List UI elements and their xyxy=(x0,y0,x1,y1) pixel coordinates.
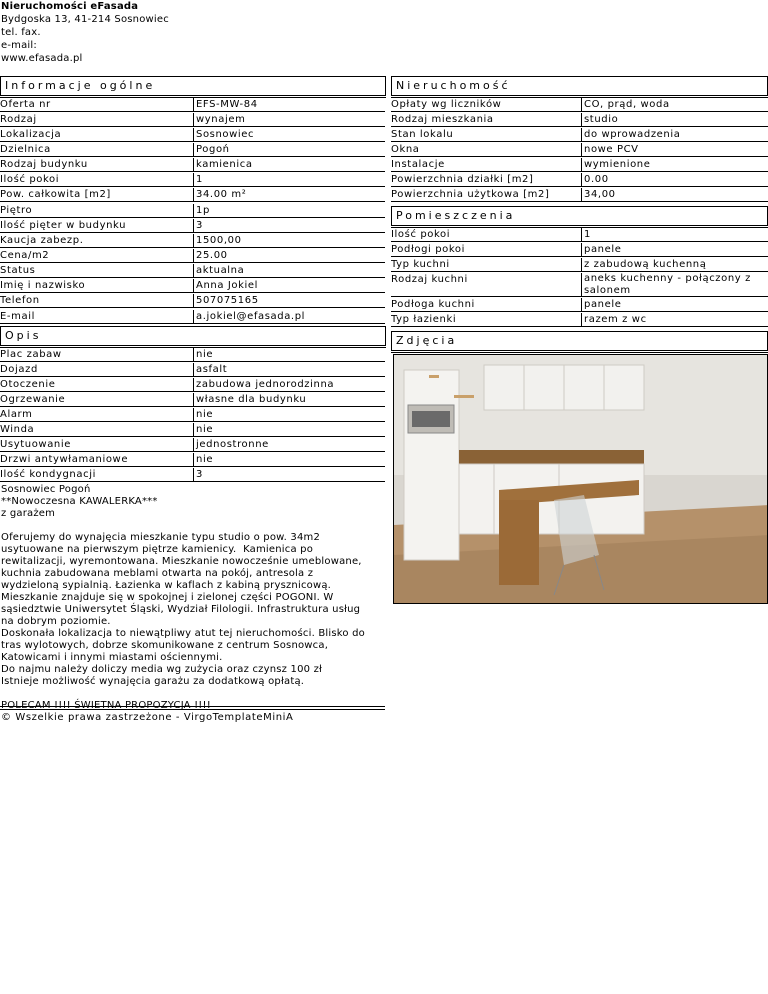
table-row xyxy=(0,188,385,202)
table-row xyxy=(391,173,768,187)
section-description-title: Opis xyxy=(0,326,386,346)
row-value: aneks kuchenny - połączony z salonem xyxy=(581,273,768,297)
agency-www: www.efasada.pl xyxy=(1,53,83,64)
section-photos-title: Zdjęcia xyxy=(391,331,768,351)
section-rooms-title: Pomieszczenia xyxy=(391,206,768,226)
row-value: 25.00 xyxy=(193,249,385,263)
row-value: wynajem xyxy=(193,113,385,127)
table-row xyxy=(0,219,385,233)
row-label: Drzwi antywłamaniowe xyxy=(0,453,193,467)
row-value: CO, prąd, woda xyxy=(581,98,768,112)
row-label: Powierzchnia działki [m2] xyxy=(391,173,581,187)
table-row xyxy=(391,143,768,157)
row-label: Piętro xyxy=(0,204,193,218)
row-label: E-mail xyxy=(0,310,193,324)
row-label: Dojazd xyxy=(0,363,193,377)
table-row xyxy=(391,313,768,327)
row-value: nie xyxy=(193,423,385,437)
property-photo[interactable] xyxy=(393,354,768,604)
table-row xyxy=(0,453,385,467)
row-label: Ilość pięter w budynku xyxy=(0,219,193,233)
agency-name: Nieruchomości eFasada xyxy=(1,1,139,12)
row-value: aktualna xyxy=(193,264,385,278)
row-label: Powierzchnia użytkowa [m2] xyxy=(391,188,581,202)
section-property-title: Nieruchomość xyxy=(391,76,768,96)
table-row xyxy=(0,158,385,172)
table-row xyxy=(0,378,385,392)
row-value: jednostronne xyxy=(193,438,385,452)
agency-telfax: tel. fax. xyxy=(1,27,41,38)
row-value: nie xyxy=(193,453,385,467)
table-row xyxy=(0,128,385,142)
row-label: Rodzaj budynku xyxy=(0,158,193,172)
row-label: Imię i nazwisko xyxy=(0,279,193,293)
table-row xyxy=(0,408,385,422)
agency-email: e-mail: xyxy=(1,40,37,51)
row-value: 1500,00 xyxy=(193,234,385,248)
row-label: Podłoga kuchni xyxy=(391,298,581,312)
row-label: Opłaty wg liczników xyxy=(391,98,581,112)
row-value: 507075165 xyxy=(193,294,385,308)
row-label: Typ łazienki xyxy=(391,313,581,327)
row-value: 1 xyxy=(581,228,768,242)
row-value: nowe PCV xyxy=(581,143,768,157)
kitchen-photo-illustration xyxy=(394,355,768,604)
row-label: Status xyxy=(0,264,193,278)
table-row xyxy=(0,143,385,157)
table-row xyxy=(0,294,385,308)
row-label: Plac zabaw xyxy=(0,348,193,362)
table-row xyxy=(0,113,385,127)
row-label: Instalacje xyxy=(391,158,581,172)
table-row xyxy=(391,258,768,272)
row-label: Ilość kondygnacji xyxy=(0,468,193,482)
row-value: do wprowadzenia xyxy=(581,128,768,142)
row-label: Stan lokalu xyxy=(391,128,581,142)
table-row xyxy=(0,173,385,187)
table-row xyxy=(391,158,768,172)
row-value: 1p xyxy=(193,204,385,218)
row-value: a.jokiel@efasada.pl xyxy=(193,310,385,324)
row-value: Anna Jokiel xyxy=(193,279,385,293)
row-label: Otoczenie xyxy=(0,378,193,392)
row-value: zabudowa jednorodzinna xyxy=(193,378,385,392)
row-label: Kaucja zabezp. xyxy=(0,234,193,248)
row-label: Rodzaj kuchni xyxy=(391,273,581,297)
row-label: Telefon xyxy=(0,294,193,308)
table-row xyxy=(0,363,385,377)
table-row xyxy=(391,188,768,202)
row-value: nie xyxy=(193,348,385,362)
table-row xyxy=(391,243,768,257)
table-row xyxy=(0,204,385,218)
row-label: Rodzaj xyxy=(0,113,193,127)
row-label: Podłogi pokoi xyxy=(391,243,581,257)
row-value: EFS-MW-84 xyxy=(193,98,385,112)
table-row xyxy=(391,128,768,142)
row-label: Usytuowanie xyxy=(0,438,193,452)
table-row xyxy=(0,393,385,407)
table-row xyxy=(391,298,768,312)
row-value: własne dla budynku xyxy=(193,393,385,407)
row-value: Sosnowiec xyxy=(193,128,385,142)
table-row xyxy=(0,98,385,112)
row-label: Ilość pokoi xyxy=(391,228,581,242)
row-label: Okna xyxy=(391,143,581,157)
row-label: Alarm xyxy=(0,408,193,422)
row-value: panele xyxy=(581,298,768,312)
row-label: Ilość pokoi xyxy=(0,173,193,187)
row-value: z zabudową kuchenną xyxy=(581,258,768,272)
row-label: Rodzaj mieszkania xyxy=(391,113,581,127)
table-row xyxy=(391,273,768,297)
description-text: Sosnowiec Pogoń **Nowoczesna KAWALERKA*** z garażem Oferujemy do wynajęcia mieszkanie typu studio o pow. 34m2 usytuowane na pierwszym piętrze kamienicy. Kamienica po rewitalizacji, wyremontowana. Mieszkanie nowocześnie umeblowane, kuchnia zabudowana meblami otwarta na pokój, antresola z wydzieloną sypialnią. Łazienka w kaflach z kabiną prysznicową. Mieszkanie znajduje się w spokojnej i zielonej części POGONI. W sąsiedztwie Uniwersytet Śląski, Wydział Filologii. Infrastruktura usług na dobrym poziomie. Doskonała lokalizacja to niewątpliwy atut tej nieruchomości. Blisko do tras wylotowych, dobrze skomunikowane z centrum Sosnowca, Katowicami i innymi miastami ościennymi. Do najmu należy doliczy media wg zużycia oraz czynsz 100 zł Istnieje możliwość wynajęcia garażu za dodatkową opłatą. POLECAM !!!! ŚWIETNA PROPOZYCJA !!!! xyxy=(1,484,365,711)
row-label: Dzielnica xyxy=(0,143,193,157)
row-value: 34.00 m² xyxy=(193,188,385,202)
table-row xyxy=(0,423,385,437)
row-label: Ogrzewanie xyxy=(0,393,193,407)
row-value: nie xyxy=(193,408,385,422)
agency-address: Bydgoska 13, 41-214 Sosnowiec xyxy=(1,14,169,25)
table-row xyxy=(0,468,385,482)
row-label: Winda xyxy=(0,423,193,437)
row-value: studio xyxy=(581,113,768,127)
footer-copyright: © Wszelkie prawa zastrzeżone - VirgoTemplateMiniA xyxy=(1,712,294,723)
row-value: wymienione xyxy=(581,158,768,172)
row-value: panele xyxy=(581,243,768,257)
row-value: kamienica xyxy=(193,158,385,172)
row-value: razem z wc xyxy=(581,313,768,327)
row-value: 1 xyxy=(193,173,385,187)
row-value: asfalt xyxy=(193,363,385,377)
row-value: 3 xyxy=(193,219,385,233)
table-row xyxy=(391,228,768,242)
row-label: Cena/m2 xyxy=(0,249,193,263)
table-row xyxy=(391,98,768,112)
agency-header xyxy=(1,0,169,65)
table-row xyxy=(0,249,385,263)
row-value: 3 xyxy=(193,468,385,482)
row-label: Oferta nr xyxy=(0,98,193,112)
table-row xyxy=(0,310,385,324)
table-row xyxy=(391,113,768,127)
row-label: Typ kuchni xyxy=(391,258,581,272)
row-value: Pogoń xyxy=(193,143,385,157)
table-row xyxy=(0,279,385,293)
table-row xyxy=(0,348,385,362)
row-label: Lokalizacja xyxy=(0,128,193,142)
row-value: 0.00 xyxy=(581,173,768,187)
table-row xyxy=(0,234,385,248)
table-row xyxy=(0,438,385,452)
row-label: Pow. całkowita [m2] xyxy=(0,188,193,202)
section-general-title: Informacje ogólne xyxy=(0,76,386,96)
table-row xyxy=(0,264,385,278)
row-value: 34,00 xyxy=(581,188,768,202)
